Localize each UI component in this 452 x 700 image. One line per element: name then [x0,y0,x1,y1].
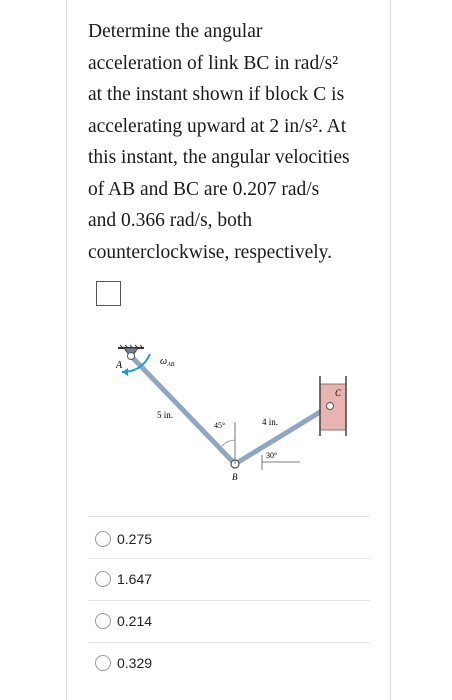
question-text [88,16,388,268]
angle-ab: 45° [214,421,226,430]
separator [88,558,370,559]
link-bc [235,406,330,464]
angle-bc: 30° [266,451,278,460]
block-c [320,376,346,436]
mechanism-figure [110,336,360,486]
option-1[interactable] [95,531,152,547]
right-border [390,0,391,700]
question-line: counterclockwise, respectively. [88,241,333,263]
question-line: of AB and BC are 0.207 rad/s [88,178,320,200]
question-line: at the instant shown if block C is [88,84,345,105]
left-border [66,0,67,700]
option-label: 0.214 [117,613,153,629]
separator [88,642,370,643]
option-2[interactable] [95,571,152,587]
question-line: acceleration of link BC in rad/s² [88,52,339,74]
radio-button[interactable] [95,531,111,547]
option-label: 1.647 [117,571,153,587]
option-4[interactable] [95,655,152,671]
answer-checkbox[interactable] [96,281,121,306]
option-3[interactable] [95,613,152,629]
radio-button[interactable] [95,571,111,587]
omega-label: $\omega_{AB}$ [160,356,175,368]
radio-button[interactable] [95,613,111,629]
option-label: 0.329 [117,655,153,671]
question-line: accelerating upward at 2 in/s². At [88,115,347,137]
separator [88,516,370,517]
pin-a [128,353,135,360]
option-label: 0.275 [117,531,153,547]
length-ab: 5 in. [157,410,174,420]
question-line: and 0.366 rad/s, both [88,210,253,231]
question-line: this instant, the angular velocities [88,147,350,168]
radio-button[interactable] [95,655,111,671]
question-line: Determine the angular [88,21,263,42]
label-b: B [232,472,238,482]
separator [88,600,370,601]
label-a: A [116,360,123,371]
length-bc: 4 in. [262,417,279,427]
label-c: C [335,388,342,398]
link-ab [131,356,235,464]
